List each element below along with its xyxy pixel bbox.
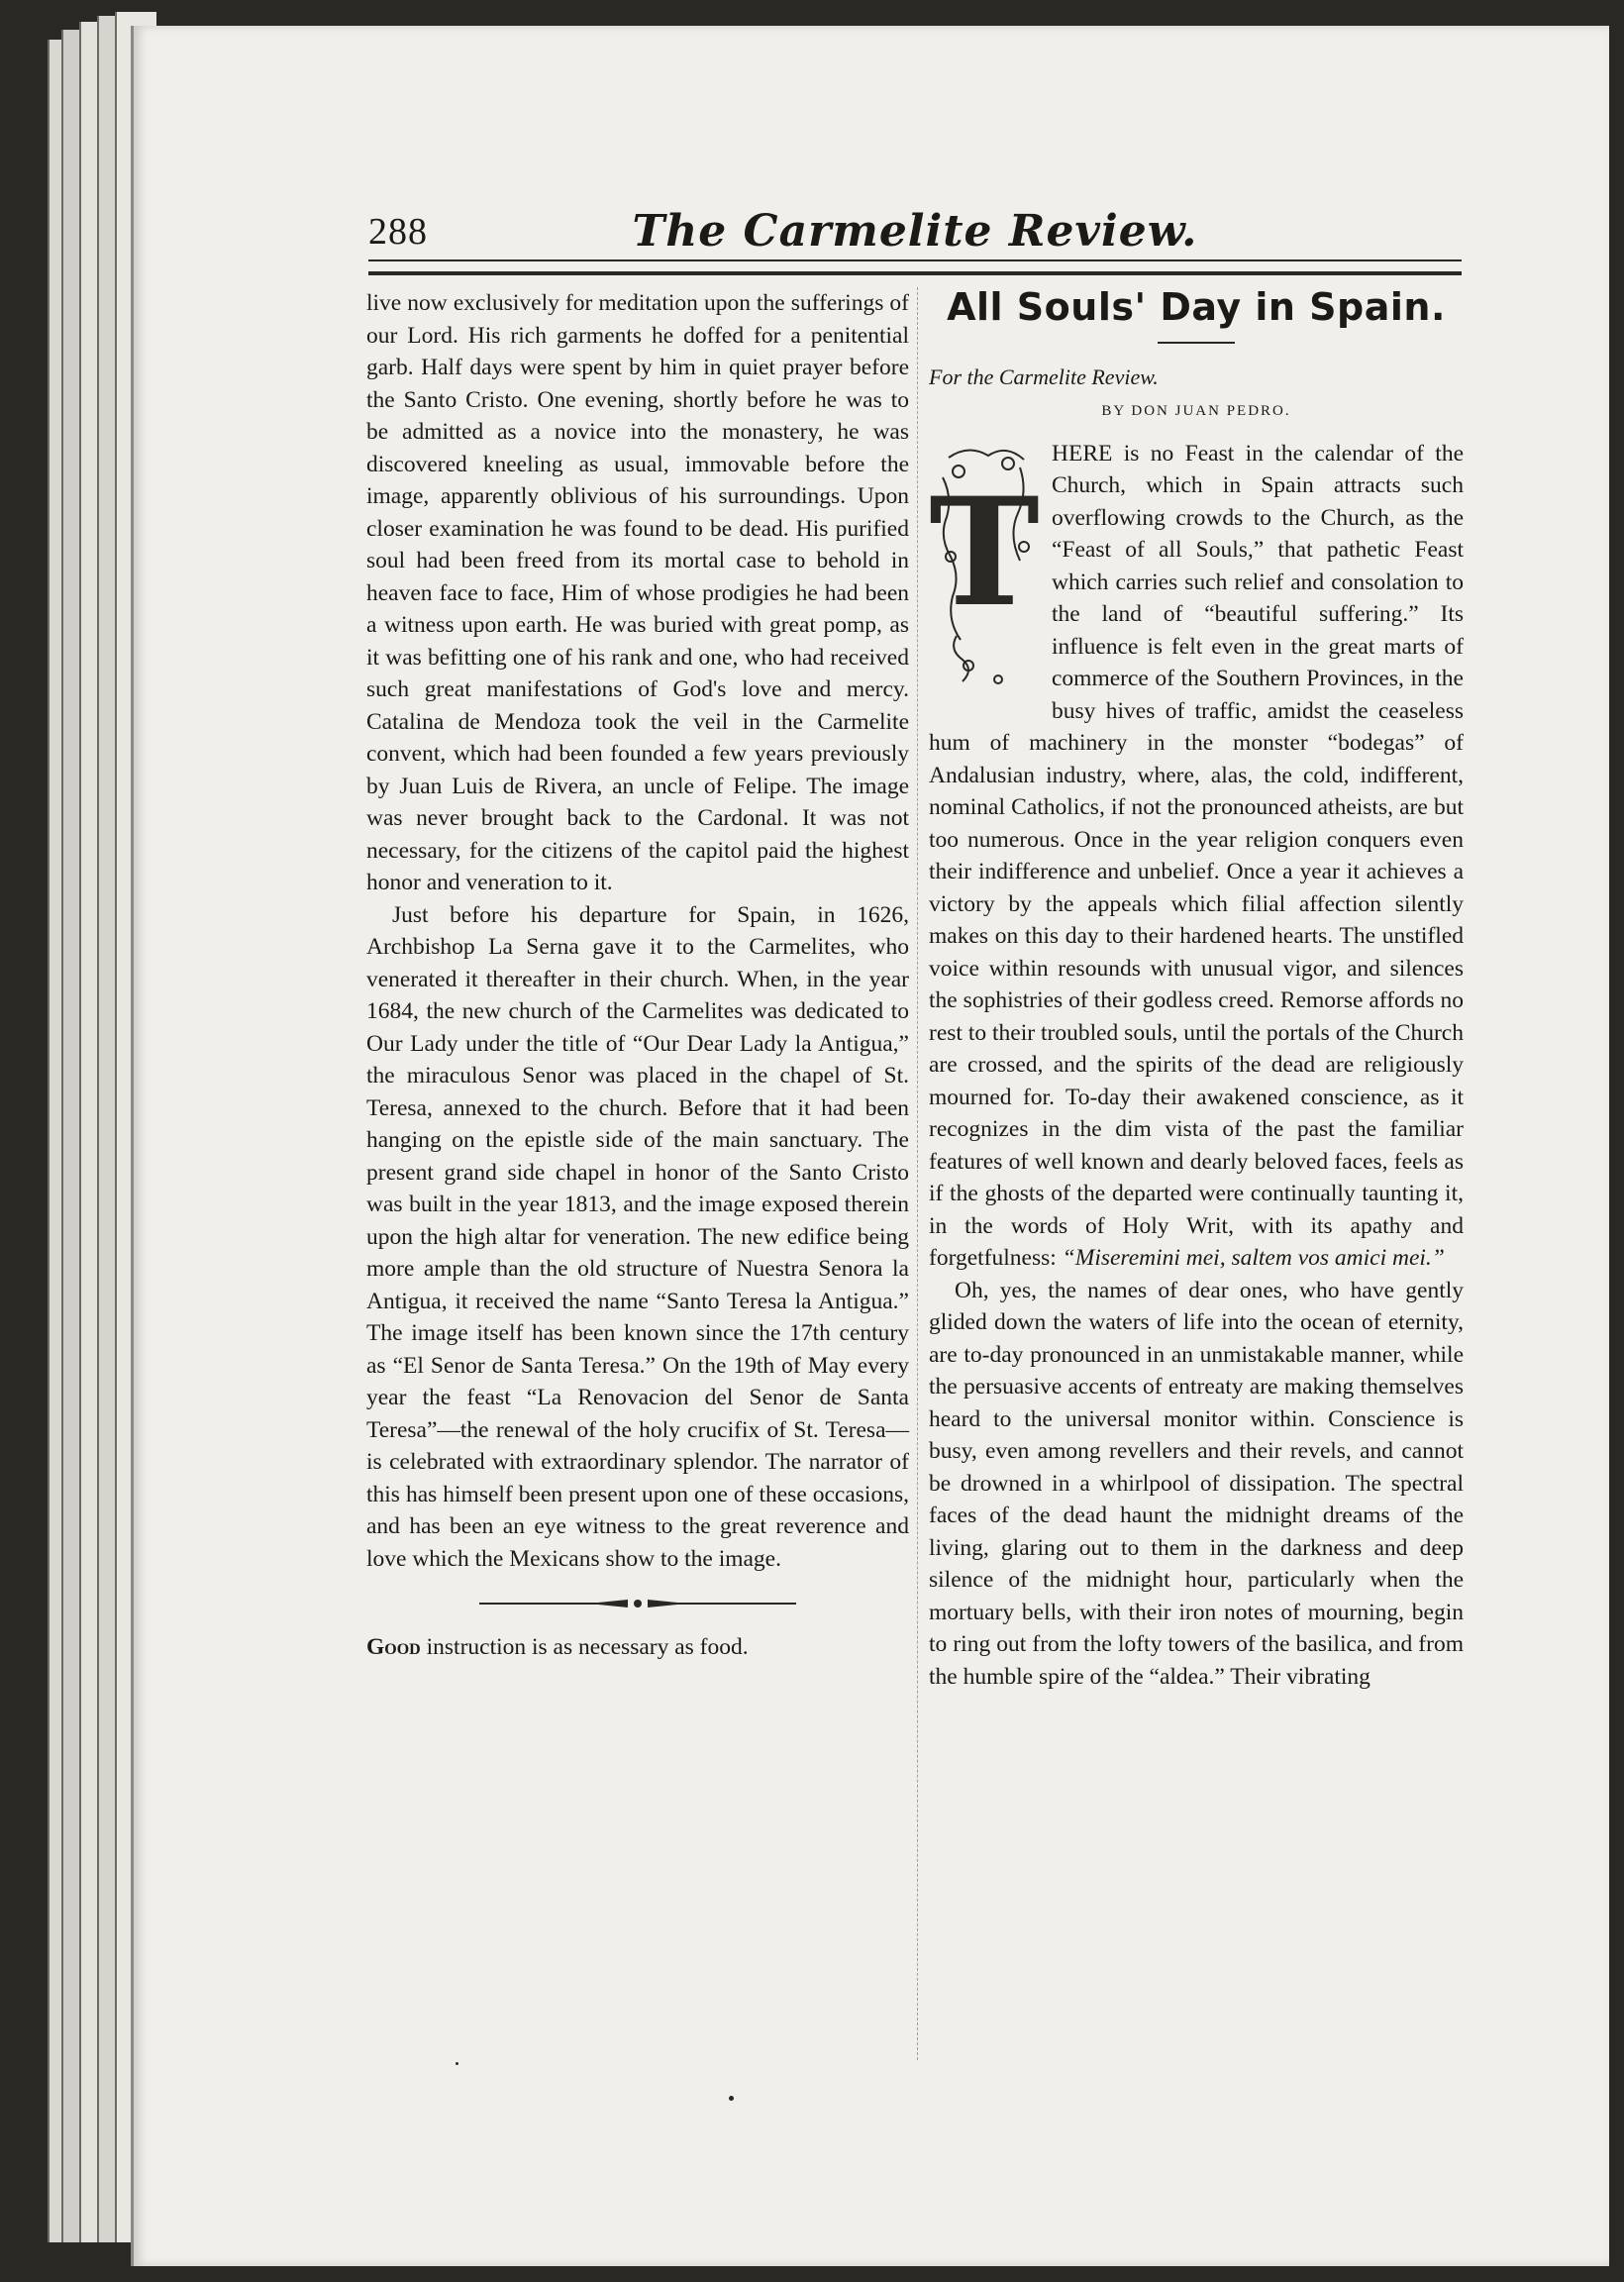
header-double-rule: [368, 259, 1462, 275]
column-divider: [917, 287, 918, 2060]
title-rule: [1158, 342, 1235, 344]
small-caps-word: Good: [366, 1633, 421, 1660]
drop-cap-letter: T: [929, 465, 1040, 640]
for-line: For the Carmelite Review.: [929, 363, 1159, 389]
byline: BY DON JUAN PEDRO.: [1101, 403, 1291, 419]
print-speck: [729, 2096, 734, 2101]
paragraph: live now exclusively for meditation upon the sufferings of our Lord. His rich garments he doffed for a penitential garb. Half days were spent by him in quiet prayer before the Santo Cristo. One evening, shortly before he was to be admitted as a novice into the monastery, he was discovered kneeling as usual, immovable before the image, apparently oblivious of his surroundings. Upon closer examination he was found to be dead. His purified soul had been freed from its mortal case to behold in heaven face to face, Him of whose prodigies he had been a witness upon earth. He was buried with great pomp, as it was befitting one of his rank and one, who had received such great manifestations of God's love and mercy. Catalina de Mendoza took the veil in the Carmelite convent, which had been founded a few years previously by Juan Luis de Rivera, an uncle of Felipe. The image was never brought back to the Cardonal. It was not necessary, for the citizens of the capitol paid the highest honor and veneration to it.: [366, 290, 909, 895]
closing-text: instruction is as necessary as food.: [420, 1633, 749, 1660]
paragraph: Oh, yes, the names of dear ones, who have gently glided down the waters of life into the ocean of eternity, are to-day pronounced in an unmistakable manner, while the persuasive accents of entreaty are making themselves heard to the universal monitor within. Conscience is busy, even among revellers and their revels, and cannot be drowned in a whirlpool of dissipation. The spectral faces of the dead haunt the midnight dreams of the living, glaring out to them in the darkness and deep silence of the midnight hour, particularly when the mortuary bells, with their iron notes of mourning, begin to ring out from the lofty towers of the basilica, and from the humble spire of the “aldea.” Their vibrating: [929, 1277, 1464, 1690]
paragraph: Just before his departure for Spain, in 1626, Archbishop La Serna gave it to the Carmelites, who venerated it thereafter in their church. When, in the year 1684, the new church of the Carmelites was dedicated to Our Lady under the title of “Our Dear Lady la Antigua,” the miraculous Senor was placed in the chapel of St. Teresa, annexed to the church. Before that it had been hanging on the epistle side of the main sanctuary. The present grand side chapel in honor of the Santo Cristo was built in the year 1813, and the image exposed therein upon the high altar for veneration. The new edifice being more ample than the old structure of Nuestra Senora la Antigua, it received the name “Santo Teresa la Antigua.” The image itself has been known since the 17th century as “El Senor de Santa Teresa.” On the 19th of May every year the feast “La Renovacion del Senor de Santa Teresa”—the renewal of the holy crucifix of St. Teresa—is celebrated with extraordinary splendor. The narrator of this has himself been present upon one of these occasions, and has been an eye witness to the great reverence and love which the Mexicans show to the image.: [366, 901, 909, 1572]
closing-line: [366, 1631, 909, 1664]
paragraph-text: HERE is no Feast in the calendar of the Church, which in Spain attracts such overflowing crowds to the Church, as the “Feast of all Souls,” that pathetic Feast which carries such relief and consolation to the land of “beautiful suffering.” Its influence is felt even in the great marts of commerce of the Southern Provinces, in the busy hives of traffic, amidst the ceaseless hum of machinery in the monster “bodegas” of Andalusian industry, where, alas, the cold, indifferent, nominal Catholics, if not the pronounced atheists, are but too numerous. Once in the year religion conquers even their indifference and unbelief. Once a year it achieves a victory by the appeals which filial affection silently makes on this day to their hardened hearts. The unstifled voice within resounds with unusual vigor, and silences the sophistries of their godless creed. Remorse affords no rest to their troubled souls, until the portals of the Church are crossed, and the spirits of the dead are religiously mourned for. To-day their awakened conscience, as it recognizes in the dim vista of the past the familiar features of well known and dearly beloved faces, feels as if the ghosts of the departed were continually taunting it, in the words of Holy Writ, with its apathy and forgetfulness:: [929, 440, 1464, 1271]
paragraph: [929, 438, 1464, 1275]
ornament-divider: [459, 1589, 816, 1621]
page-number: 288: [368, 211, 428, 253]
right-column: [929, 287, 1464, 1693]
page-header: [368, 206, 1462, 265]
running-title: The Carmelite Review.: [632, 206, 1198, 257]
left-column: [366, 287, 909, 1663]
latin-quote: “Miseremini mei, saltem vos amici mei.”: [1062, 1245, 1445, 1271]
article-title: All Souls' Day in Spain.: [947, 285, 1446, 329]
ornamental-initial: [929, 438, 1040, 697]
print-speck: [456, 2062, 458, 2065]
